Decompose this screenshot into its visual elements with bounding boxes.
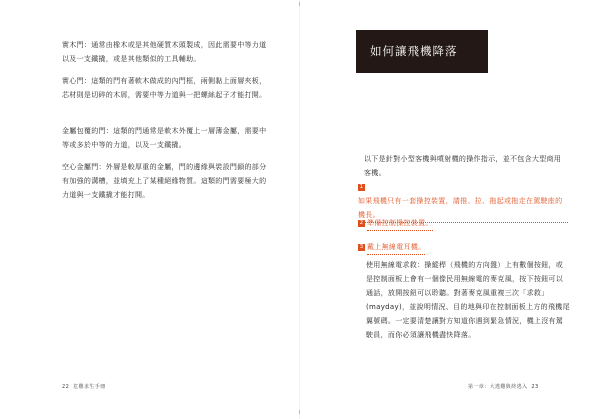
step-item-2 [358,216,568,231]
step-item-3 [358,240,568,255]
paragraph-hollow-metal-door: 空心金屬門：外層是較厚重的金屬，門的邊緣與裝設門鎖的部分有加強的溝槽，並填充上了某種絕緣物質。這類的門需要極大的力道與一支鐵撬才能打開。 [62,163,267,199]
paragraph-solid-core-door: 實心門：這類的門有著軟木做成的內門框，兩側黏上面層夾板，芯材則是切碎的木屑，需要中等力道與一把螺絲起子才能打開。 [62,77,267,99]
step-text: 如果飛機只有一套操控裝置，請推、拉、拖起或拖走在駕駛座的機長。 [358,194,568,223]
right-footer [468,383,539,390]
page-number: 22 [62,384,70,390]
step-number-badge: 3 [359,243,364,250]
left-footer [62,383,106,390]
page-number: 23 [531,384,539,390]
step-text: 準備控制操控裝置。 [367,216,433,231]
intro-paragraph: 以下是針對小型客機與噴射機的操作指示，並不包含大型商用客機。 [364,155,562,177]
chapter-title: 第一章：大逃難與終逃入 [468,384,528,390]
page-gutter [299,0,300,419]
book-title: 危難求生手冊 [73,384,106,390]
crop-mark [299,2,300,6]
paragraph-solid-wood-door: 實木門：通常由橡木或是其他硬質木頭製成，因此需要中等力道以及一支鐵撬，或是其他類似的工具輔助。 [62,41,267,63]
section-title: 如何讓飛機降落 [356,30,488,73]
crop-mark [299,410,300,414]
paragraph-metal-clad-door: 金屬包覆的門：這類的門通常是軟木外覆上一層薄金屬，需要中等或多於中等的力道，以及一支鐵撬。 [62,127,267,149]
step-3-body: 使用無線電求救：操縱桿（飛機的方向盤）上有數個按鈕，或是控制面板上會有一個像民用無線電的麥克風，按下按鈕可以通話，放開按鈕可以聆聽。對著麥克風重複三次「求救」(mayday)，並說明情況、目的地與印在控制面板上方的飛機尾翼號碼。一定要清楚讓對方知道你遇到緊急情況，機上沒有駕駛員，而你必須讓飛機盡快降落。 [366,261,570,339]
step-number-badge: 2 [359,219,364,226]
step-number-badge: 1 [359,183,364,190]
step-text: 戴上無線電耳機。 [367,240,425,255]
